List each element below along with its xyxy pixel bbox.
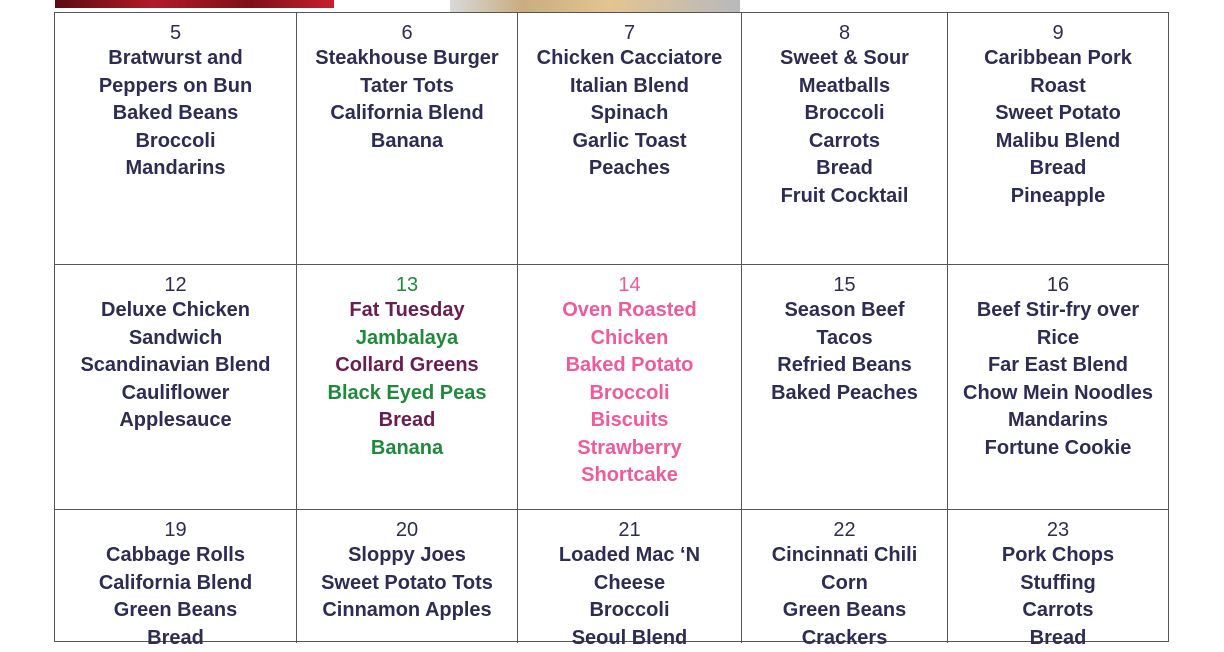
- menu-item: Green Beans: [55, 597, 296, 625]
- menu-item: Carrots: [948, 597, 1168, 625]
- menu-item: Peaches: [518, 155, 741, 183]
- menu-item: Crackers: [742, 625, 947, 652]
- menu-item: Sweet Potato: [948, 100, 1168, 128]
- day-number: 6: [297, 21, 517, 45]
- menu-item: Collard Greens: [297, 352, 517, 380]
- menu-item: Carrots: [742, 128, 947, 156]
- menu-item: Mandarins: [55, 155, 296, 183]
- menu-item: Banana: [297, 435, 517, 463]
- menu-item: Beef Stir-fry over: [948, 297, 1168, 325]
- day-cell: [55, 510, 296, 643]
- menu-item: Sloppy Joes: [297, 542, 517, 570]
- menu-item: Bread: [55, 625, 296, 652]
- menu-item: Tater Tots: [297, 73, 517, 101]
- menu-item: Italian Blend: [518, 73, 741, 101]
- menu-item: Tacos: [742, 325, 947, 353]
- menu-item: Season Beef: [742, 297, 947, 325]
- day-cell: [947, 265, 1168, 509]
- menu-item: Bratwurst and: [55, 45, 296, 73]
- menu-item: Malibu Blend: [948, 128, 1168, 156]
- day-number: 8: [742, 21, 947, 45]
- menu-item: Shortcake: [518, 462, 741, 490]
- menu-item: Banana: [297, 128, 517, 156]
- day-number: 9: [948, 21, 1168, 45]
- menu-item: Biscuits: [518, 407, 741, 435]
- day-cell: [947, 510, 1168, 643]
- menu-item: Broccoli: [742, 100, 947, 128]
- day-cell: [55, 265, 296, 509]
- day-number: 15: [742, 273, 947, 297]
- menu-item: California Blend: [297, 100, 517, 128]
- day-number: 16: [948, 273, 1168, 297]
- menu-item: Chow Mein Noodles: [948, 380, 1168, 408]
- menu-item: Fat Tuesday: [297, 297, 517, 325]
- menu-item: Chicken: [518, 325, 741, 353]
- menu-item: Sweet & Sour: [742, 45, 947, 73]
- menu-item: Pork Chops: [948, 542, 1168, 570]
- menu-item: Deluxe Chicken: [55, 297, 296, 325]
- day-cell: [741, 265, 947, 509]
- menu-item: Jambalaya: [297, 325, 517, 353]
- week-row: [55, 13, 1168, 264]
- menu-item: Steakhouse Burger: [297, 45, 517, 73]
- day-number: 20: [297, 518, 517, 542]
- day-cell: [517, 265, 741, 509]
- menu-calendar-grid: [54, 12, 1169, 642]
- day-cell: [517, 510, 741, 643]
- day-number: 7: [518, 21, 741, 45]
- day-number: 13: [297, 273, 517, 297]
- menu-item: Caribbean Pork: [948, 45, 1168, 73]
- menu-item: Baked Beans: [55, 100, 296, 128]
- menu-item: Broccoli: [55, 128, 296, 156]
- day-cell: [296, 510, 517, 643]
- menu-item: Oven Roasted: [518, 297, 741, 325]
- week-row: [55, 264, 1168, 509]
- day-cell: [517, 13, 741, 264]
- menu-item: Chicken Cacciatore: [518, 45, 741, 73]
- menu-item: Fruit Cocktail: [742, 183, 947, 211]
- day-cell: [55, 13, 296, 264]
- menu-item: Pineapple: [948, 183, 1168, 211]
- menu-item: Spinach: [518, 100, 741, 128]
- menu-item: Sandwich: [55, 325, 296, 353]
- day-number: 19: [55, 518, 296, 542]
- day-number: 14: [518, 273, 741, 297]
- food-photo-top-center: [450, 0, 740, 12]
- menu-item: Bread: [948, 625, 1168, 652]
- menu-item: Bread: [297, 407, 517, 435]
- menu-item: Baked Potato: [518, 352, 741, 380]
- menu-item: Sweet Potato Tots: [297, 570, 517, 598]
- day-number: 23: [948, 518, 1168, 542]
- menu-item: Cheese: [518, 570, 741, 598]
- day-number: 22: [742, 518, 947, 542]
- menu-item: Meatballs: [742, 73, 947, 101]
- menu-item: Cinnamon Apples: [297, 597, 517, 625]
- menu-item: Bread: [948, 155, 1168, 183]
- week-row: [55, 509, 1168, 643]
- menu-item: Cabbage Rolls: [55, 542, 296, 570]
- menu-item: Garlic Toast: [518, 128, 741, 156]
- menu-item: Peppers on Bun: [55, 73, 296, 101]
- day-cell: [296, 265, 517, 509]
- menu-item: Far East Blend: [948, 352, 1168, 380]
- day-cell: [296, 13, 517, 264]
- day-number: 5: [55, 21, 296, 45]
- menu-item: Applesauce: [55, 407, 296, 435]
- menu-item: Broccoli: [518, 597, 741, 625]
- menu-item: Corn: [742, 570, 947, 598]
- day-cell: [947, 13, 1168, 264]
- menu-item: Cauliflower: [55, 380, 296, 408]
- menu-item: Cincinnati Chili: [742, 542, 947, 570]
- menu-item: Rice: [948, 325, 1168, 353]
- menu-item: Scandinavian Blend: [55, 352, 296, 380]
- menu-item: Black Eyed Peas: [297, 380, 517, 408]
- menu-item: Green Beans: [742, 597, 947, 625]
- menu-item: Roast: [948, 73, 1168, 101]
- menu-item: Mandarins: [948, 407, 1168, 435]
- menu-item: Stuffing: [948, 570, 1168, 598]
- menu-item: Loaded Mac ‘N: [518, 542, 741, 570]
- menu-item: Refried Beans: [742, 352, 947, 380]
- menu-item: California Blend: [55, 570, 296, 598]
- menu-item: Strawberry: [518, 435, 741, 463]
- food-photo-top-left: [55, 0, 334, 8]
- menu-item: Seoul Blend: [518, 625, 741, 652]
- day-number: 12: [55, 273, 296, 297]
- menu-item: Baked Peaches: [742, 380, 947, 408]
- menu-item: Broccoli: [518, 380, 741, 408]
- menu-item: Fortune Cookie: [948, 435, 1168, 463]
- day-cell: [741, 510, 947, 643]
- day-number: 21: [518, 518, 741, 542]
- day-cell: [741, 13, 947, 264]
- menu-item: Bread: [742, 155, 947, 183]
